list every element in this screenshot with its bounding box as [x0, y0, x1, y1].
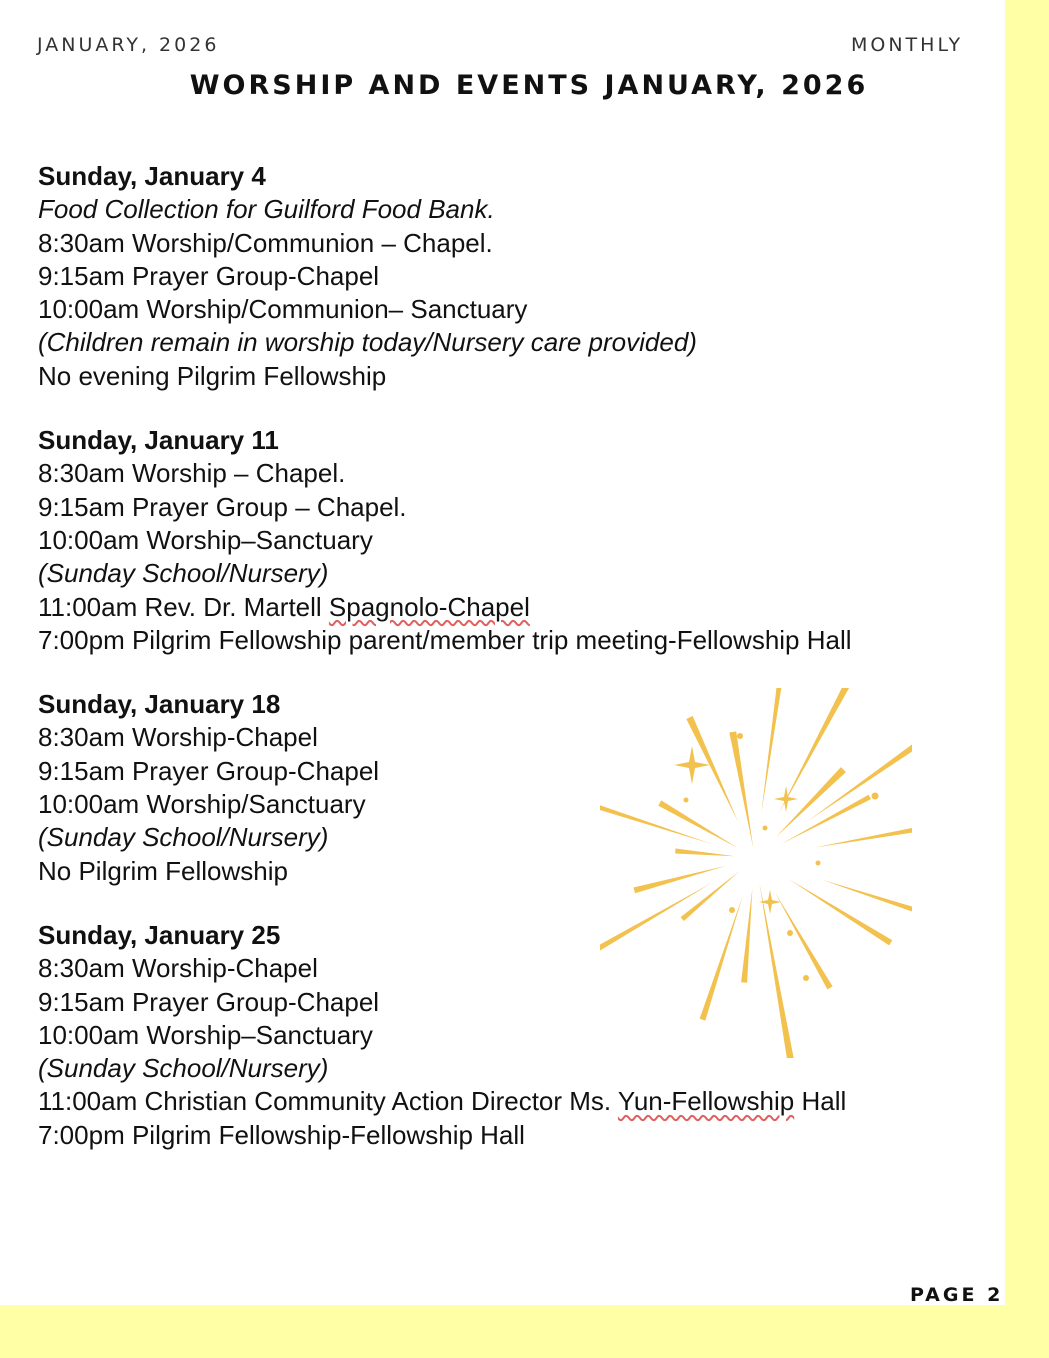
event-day-section [38, 160, 968, 393]
firework-burst-icon [600, 688, 912, 1058]
firework-ray [658, 800, 737, 848]
event-note [38, 557, 968, 590]
event-text: 8:30am Worship-Chapel [38, 953, 318, 984]
page-title: WORSHIP AND EVENTS JANUARY, 2026 [189, 70, 869, 101]
event-note [38, 326, 968, 359]
firework-ray [600, 883, 712, 971]
event-item [38, 524, 968, 557]
event-item [38, 491, 968, 524]
event-text: No evening Pilgrim Fellowship [38, 360, 387, 391]
event-text: 10:00am Worship–Sanctuary [38, 1019, 373, 1050]
event-text: 11:00am Christian Community Action Director Ms. [38, 1086, 618, 1117]
firework-ray [600, 793, 712, 844]
event-text: (Sunday School/Nursery) [38, 1053, 329, 1084]
event-item [38, 227, 968, 260]
event-text: 9:15am Prayer Group-Chapel [38, 755, 380, 786]
event-text: 9:15am Prayer Group-Chapel [38, 260, 380, 291]
event-note [38, 193, 968, 226]
event-text: 8:30am Worship-Chapel [38, 722, 318, 753]
event-text: 9:15am Prayer Group-Chapel [38, 986, 380, 1017]
firework-ray [822, 880, 912, 933]
event-item [38, 591, 968, 624]
firework-ray [741, 888, 752, 983]
event-text: 10:00am Worship/Communion– Sanctuary [38, 294, 528, 325]
event-item [38, 293, 968, 326]
firework-ray [789, 879, 892, 945]
event-text: 10:00am Worship–Sanctuary [38, 524, 373, 555]
event-text: No Pilgrim Fellowship [38, 855, 288, 886]
event-text: (Children remain in worship today/Nursery care provided) [38, 327, 697, 358]
event-day-heading: Sunday, January 25 [38, 919, 281, 950]
spellcheck-flagged-word: Yun-Fellowship [617, 1086, 795, 1117]
event-text: Food Collection for Guilford Food Bank. [38, 194, 495, 225]
event-text: (Sunday School/Nursery) [38, 822, 329, 853]
event-item [38, 360, 968, 393]
event-text: 11:00am Rev. Dr. Martell [38, 591, 329, 622]
event-item [38, 1085, 968, 1118]
event-text: 8:30am Worship/Communion – Chapel. [38, 227, 493, 258]
event-text: (Sunday School/Nursery) [38, 558, 329, 589]
event-day-heading: Sunday, January 11 [38, 425, 279, 456]
firework-ray [675, 849, 735, 857]
event-item [38, 1119, 968, 1152]
firework-ray [778, 688, 865, 814]
event-text: 7:00pm Pilgrim Fellowship-Fellowship Hall [38, 1119, 525, 1150]
event-item [38, 624, 968, 657]
event-day-heading: Sunday, January 18 [38, 689, 281, 720]
header-date: JANUARY, 2026 [37, 34, 220, 56]
spellcheck-flagged-word: Spagnolo-Chapel [328, 591, 530, 622]
event-text: 10:00am Worship/Sanctuary [38, 789, 366, 820]
firework-ray [633, 866, 726, 893]
firework-ray [814, 822, 912, 848]
event-text: 7:00pm Pilgrim Fellowship parent/member trip meeting-Fellowship Hall [38, 624, 852, 655]
event-item [38, 457, 968, 490]
firework-ray [729, 731, 753, 848]
firework-ray [700, 896, 743, 1021]
firework-ray [759, 883, 795, 1058]
header-monthly: MONTHLY [851, 34, 964, 56]
event-text: 8:30am Worship – Chapel. [38, 458, 346, 489]
event-day-heading: Sunday, January 4 [38, 161, 266, 191]
event-item [38, 260, 968, 293]
firework-ray [775, 893, 833, 990]
event-text-after: Hall [794, 1086, 847, 1117]
event-text: 9:15am Prayer Group – Chapel. [38, 491, 407, 522]
page-number: PAGE 2 [910, 1284, 1004, 1306]
event-day-section [38, 424, 968, 657]
firework-ray [761, 688, 786, 813]
